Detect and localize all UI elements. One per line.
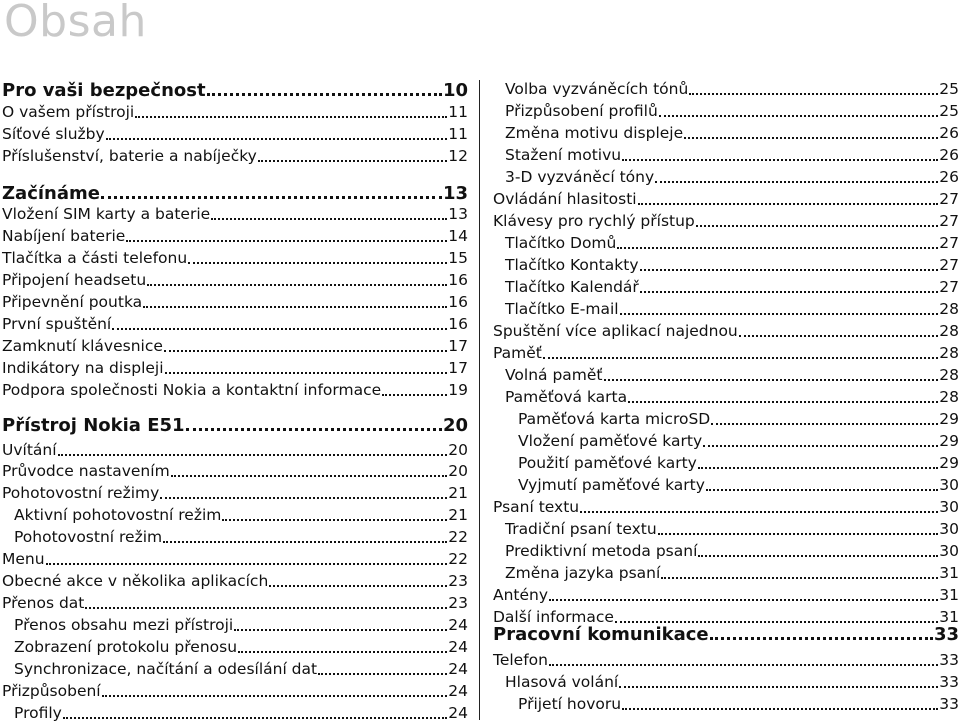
toc-entry-page-number: 28 [939,388,959,406]
dot-leader [106,138,448,140]
dot-leader [234,629,447,631]
toc-entry-page-number: 33 [939,651,959,669]
dot-leader [549,599,938,601]
toc-entry-page-number: 26 [939,146,959,164]
toc-entry-title: Uvítání [2,441,57,459]
toc-left-entry[interactable] [2,334,468,356]
toc-entry-page-number: 28 [939,344,959,362]
toc-entry-page-number: 25 [939,102,959,120]
toc-left-entry[interactable] [2,547,468,569]
toc-right-entry[interactable] [493,319,959,341]
dot-leader [661,577,938,579]
toc-entry-page-number: 20 [448,462,468,480]
dot-leader [622,708,938,710]
dot-leader [655,181,938,183]
toc-entry-page-number: 27 [939,256,959,274]
dot-leader [135,116,447,118]
toc-left-entry[interactable] [2,591,468,613]
toc-entry-page-number: 21 [448,506,468,524]
dot-leader [698,555,938,557]
toc-entry-page-number: 30 [939,476,959,494]
toc-entry-title: Ovládání hlasitosti [493,190,637,208]
toc-entry-title: Nabíjení baterie [2,227,126,245]
toc-entry-page-number: 12 [448,147,468,165]
toc-left-entry[interactable] [2,412,468,436]
toc-entry-title: Použití paměťové karty [518,454,697,472]
toc-entry-page-number: 16 [448,293,468,311]
toc-right-entry[interactable] [493,297,959,319]
dot-leader [658,533,939,535]
dot-leader [58,454,448,456]
toc-entry-page-number: 15 [448,249,468,267]
toc-entry-page-number: 11 [448,125,468,143]
toc-left-entry[interactable] [2,503,468,525]
toc-left-entry[interactable] [2,268,468,290]
toc-entry-title: Připojení headsetu [2,271,147,289]
toc-right-entry[interactable] [493,583,959,605]
dot-leader [640,291,938,293]
toc-entry-page-number: 14 [448,227,468,245]
toc-entry-page-number: 22 [448,550,468,568]
dot-leader [188,262,447,264]
toc-entry-title: Změna jazyka psaní [505,564,661,582]
toc-entry-title: Pohotovostní režimy [2,484,160,502]
toc-entry-title: Síťové služby [2,125,105,143]
toc-entry-title: Volná paměť [505,366,603,384]
toc-entry-page-number: 31 [939,564,959,582]
toc-entry-page-number: 16 [448,271,468,289]
dot-leader [46,563,448,565]
toc-entry-title: Příslušenství, baterie a nabíječky [2,147,257,165]
toc-right-entry[interactable] [493,99,959,121]
dot-leader [640,269,939,271]
toc-entry-title: Pracovní komunikace [493,624,709,645]
dot-leader [238,651,447,653]
dot-leader [63,717,447,719]
dot-leader [689,93,938,95]
toc-entry-title: O vašem přístroji [2,103,135,121]
toc-entry-page-number: 27 [939,190,959,208]
toc-entry-title: Přijetí hovoru [518,695,622,713]
toc-right-entry[interactable] [493,363,959,385]
toc-right-entry[interactable] [493,253,959,275]
dot-leader [211,218,447,220]
toc-left-entry[interactable] [2,122,468,144]
toc-entry-page-number: 17 [448,337,468,355]
toc-entry-page-number: 31 [939,608,959,626]
toc-entry-page-number: 33 [939,695,959,713]
toc-left-entry[interactable] [2,378,468,400]
toc-entry-title: 3-D vyzváněcí tóny [505,168,655,186]
toc-entry-title: Spuštění více aplikací najednou [493,322,738,340]
dot-leader [165,372,448,374]
toc-entry-title: Profily [14,704,62,722]
toc-entry-title: Paměťová karta microSD [518,410,711,428]
toc-entry-title: Tlačítko Kontakty [505,256,639,274]
dot-leader [143,306,447,308]
toc-entry-title: Přizpůsobení profilů [505,102,658,120]
toc-entry-title: Synchronizace, načítání a odesílání dat [14,660,318,678]
toc-entry-page-number: 30 [939,542,959,560]
toc-entry-title: Změna motivu displeje [505,124,684,142]
toc-entry-page-number: 28 [939,322,959,340]
dot-leader [739,335,939,337]
toc-entry-page-number: 20 [448,441,468,459]
dot-leader [207,93,442,96]
toc-left-entry[interactable] [2,180,468,204]
dot-leader [102,695,448,697]
toc-entry-title: Přenos dat [2,594,85,612]
toc-left-entry[interactable] [2,100,468,122]
dot-leader [698,467,938,469]
toc-right-entry[interactable] [493,121,959,143]
toc-right-entry[interactable] [493,621,959,645]
dot-leader [620,313,939,315]
toc-left-entry[interactable] [2,246,468,268]
dot-leader [659,115,938,117]
toc-entry-page-number: 29 [939,454,959,472]
toc-entry-title: Začínáme [2,183,100,204]
toc-right-entry[interactable] [493,385,959,407]
toc-right-entry[interactable] [493,451,959,473]
toc-entry-title: Psaní textu [493,498,580,516]
toc-entry-page-number: 13 [442,183,468,204]
dot-leader [617,247,938,249]
toc-entry-page-number: 16 [448,315,468,333]
toc-entry-title: Tradiční psaní textu [505,520,657,538]
toc-left-entry[interactable] [2,701,468,723]
toc-entry-title: Telefon [493,651,548,669]
dot-leader [186,428,442,431]
dot-leader [258,160,447,162]
toc-entry-title: Tlačítko Kalendář [505,278,639,296]
toc-left-entry[interactable] [2,525,468,547]
toc-entry-page-number: 31 [939,586,959,604]
toc-entry-page-number: 27 [939,278,959,296]
dot-leader [85,607,447,609]
toc-entry-title: Další informace [493,608,614,626]
dot-leader [696,225,939,227]
dot-leader [638,203,939,205]
toc-entry-title: Přizpůsobení [2,682,101,700]
toc-entry-title: Obecné akce v několika aplikacích [2,572,269,590]
toc-left-entry[interactable] [2,202,468,224]
toc-left-entry[interactable] [2,224,468,246]
column-divider [479,80,480,720]
toc-entry-title: První spuštění [2,315,112,333]
dot-leader [171,475,448,477]
toc-left-entry[interactable] [2,290,468,312]
toc-entry-page-number: 33 [939,673,959,691]
toc-entry-title: Menu [2,550,45,568]
dot-leader [549,664,938,666]
toc-entry-title: Klávesy pro rychlý přístup [493,212,695,230]
toc-entry-page-number: 24 [448,704,468,722]
toc-entry-page-number: 22 [448,528,468,546]
toc-left-entry[interactable] [2,679,468,701]
toc-left-entry[interactable] [2,613,468,635]
toc-entry-title: Zamknutí klávesnice [2,337,163,355]
toc-left-entry[interactable] [2,459,468,481]
toc-entry-title: Hlasová volání [505,673,619,691]
toc-entry-title: Vyjmutí paměťové karty [518,476,705,494]
dot-leader [628,401,938,403]
toc-right-entry[interactable] [493,143,959,165]
dot-leader [147,284,447,286]
toc-entry-title: Antény [493,586,549,604]
toc-entry-page-number: 10 [442,80,468,101]
dot-leader [711,423,938,425]
toc-entry-page-number: 30 [939,498,959,516]
toc-entry-title: Zobrazení protokolu přenosu [14,638,238,656]
toc-entry-page-number: 24 [448,616,468,634]
toc-left-entry[interactable] [2,312,468,334]
toc-right-entry[interactable] [493,275,959,297]
toc-entry-title: Přenos obsahu mezi přístroji [14,616,234,634]
dot-leader [580,511,938,513]
toc-entry-page-number: 20 [442,415,468,436]
toc-entry-title: Tlačítko Domů [505,234,617,252]
toc-entry-title: Tlačítka a části telefonu [2,249,188,267]
dot-leader [684,137,938,139]
dot-leader [622,159,938,161]
toc-right-entry[interactable] [493,77,959,99]
toc-right-entry[interactable] [493,165,959,187]
toc-entry-title: Průvodce nastavením [2,462,170,480]
dot-leader [163,541,447,543]
dot-leader [604,379,939,381]
toc-entry-title: Stažení motivu [505,146,622,164]
dot-leader [101,196,442,199]
toc-entry-title: Připevnění poutka [2,293,143,311]
dot-leader [710,637,933,640]
toc-entry-page-number: 25 [939,80,959,98]
toc-right-entry[interactable] [493,473,959,495]
toc-entry-title: Tlačítko E-mail [505,300,619,318]
toc-entry-page-number: 23 [448,572,468,590]
toc-entry-page-number: 29 [939,432,959,450]
toc-entry-title: Pro vaši bezpečnost [2,80,206,101]
toc-right-entry[interactable] [493,517,959,539]
toc-right-entry[interactable] [493,539,959,561]
toc-entry-title: Paměťová karta [505,388,628,406]
dot-leader [222,519,447,521]
toc-entry-title: Podpora společnosti Nokia a kontaktní informace [2,381,382,399]
toc-entry-title: Vložení paměťové karty [518,432,703,450]
toc-left-entry[interactable] [2,356,468,378]
toc-entry-title: Vložení SIM karty a baterie [2,205,211,223]
toc-entry-page-number: 24 [448,660,468,678]
toc-entry-title: Indikátory na displeji [2,359,164,377]
toc-entry-title: Volba vyzváněcích tónů [505,80,689,98]
toc-entry-page-number: 17 [448,359,468,377]
toc-entry-title: Přístroj Nokia E51 [2,415,185,436]
toc-entry-page-number: 19 [448,381,468,399]
toc-right-entry[interactable] [493,561,959,583]
toc-left-entry[interactable] [2,635,468,657]
toc-entry-page-number: 21 [448,484,468,502]
toc-left-entry[interactable] [2,569,468,591]
toc-entry-title: Paměť [493,344,542,362]
toc-right-entry[interactable] [493,495,959,517]
dot-leader [382,394,447,396]
toc-left-entry[interactable] [2,657,468,679]
dot-leader [160,497,447,499]
toc-entry-page-number: 33 [933,624,959,645]
toc-entry-page-number: 13 [448,205,468,223]
dot-leader [706,489,938,491]
toc-right-entry[interactable] [493,648,959,670]
toc-entry-page-number: 23 [448,594,468,612]
toc-right-entry[interactable] [493,341,959,363]
toc-entry-title: Prediktivní metoda psaní [505,542,698,560]
toc-entry-title: Aktivní pohotovostní režim [14,506,222,524]
toc-entry-page-number: 30 [939,520,959,538]
toc-entry-page-number: 27 [939,212,959,230]
dot-leader [164,350,447,352]
dot-leader [619,686,938,688]
dot-leader [126,240,447,242]
dot-leader [112,328,447,330]
dot-leader [269,585,447,587]
toc-right-entry[interactable] [493,407,959,429]
dot-leader [543,357,938,359]
toc-entry-page-number: 29 [939,410,959,428]
toc-right-entry[interactable] [493,187,959,209]
toc-entry-page-number: 27 [939,234,959,252]
toc-right-entry[interactable] [493,429,959,451]
toc-entry-page-number: 28 [939,366,959,384]
toc-entry-page-number: 28 [939,300,959,318]
toc-entry-page-number: 26 [939,124,959,142]
toc-entry-title: Pohotovostní režim [14,528,163,546]
toc-entry-page-number: 24 [448,638,468,656]
toc-entry-page-number: 26 [939,168,959,186]
toc-left-entry[interactable] [2,438,468,460]
toc-left-entry[interactable] [2,481,468,503]
toc-right-entry[interactable] [493,231,959,253]
toc-entry-page-number: 11 [448,103,468,121]
toc-entry-page-number: 24 [448,682,468,700]
toc-right-entry[interactable] [493,209,959,231]
dot-leader [318,673,447,675]
toc-right-entry[interactable] [493,692,959,714]
page-title: Obsah [4,0,147,47]
toc-left-entry[interactable] [2,144,468,166]
toc-left-entry[interactable] [2,77,468,101]
dot-leader [703,445,938,447]
toc-right-entry[interactable] [493,670,959,692]
